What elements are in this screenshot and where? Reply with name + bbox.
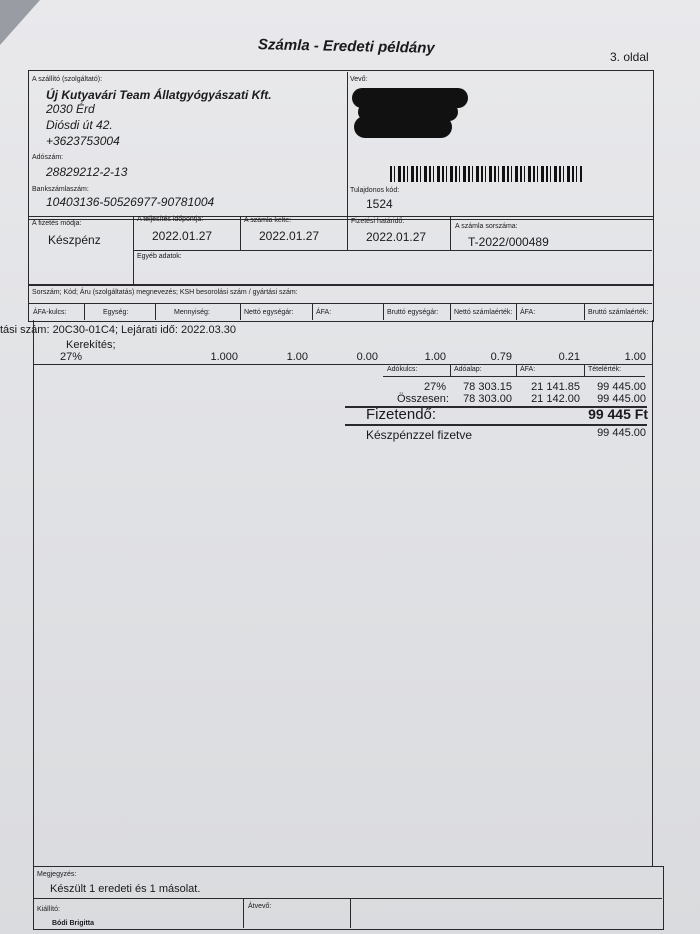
summary-col-total: Tételérték: [588,366,622,373]
issuer-label: Kiállító: [37,906,60,913]
summary-total-base: 78 303.00 [463,393,512,405]
item-net-total: 0.79 [490,351,512,363]
item-vat-total: 0.21 [558,351,580,363]
item-net-unit-price: 0.00 [356,351,378,363]
item-gross-total: 1.00 [624,351,646,363]
completion-date: 2022.01.27 [152,229,213,243]
item-name: Kerekítés; [66,339,116,351]
due-date: 2022.01.27 [366,230,427,244]
invoice-serial: T-2022/000489 [468,235,549,249]
summary-total-vat: 21 142.00 [531,393,580,405]
summary-col-vat: ÁFA: [520,366,536,373]
items-header-description: Sorszám; Kód; Áru (szolgáltatás) megnevezés; KSH besorolási szám / gyártási szám: [32,289,298,296]
col-vat-rate: ÁFA-kulcs: [33,309,67,316]
tax-label: Adószám: [32,154,64,161]
redacted-buyer-city [354,116,452,138]
col-quantity: Mennyiség: [174,309,210,316]
owner-code: 1524 [366,197,393,211]
supplier-city: 2030 Érd [46,102,95,116]
item-unit: 1.000 [210,351,238,363]
payment-method: Készpénz [48,233,101,247]
supplier-name: Új Kutyavári Team Állatgyógyászati Kft. [46,88,272,102]
summary-vat: 21 141.85 [531,381,580,393]
supplier-label: A szállító (szolgáltató): [32,76,103,83]
item-batch-line: tási szám: 20C30-01C4; Lejárati idő: 2022.03.30 [0,324,237,336]
other-data-label: Egyéb adatok: [137,253,182,260]
cash-paid-amount: 99 445.00 [597,427,646,439]
cash-paid-label: Készpénzzel fizetve [366,428,473,442]
supplier-phone: +3623753004 [46,134,120,148]
summary-total-label: Összesen: [397,393,449,405]
completion-label: A teljesítés időpontja: [137,216,204,223]
issue-label: A számla kelte: [244,217,292,224]
col-net-total: Nettó számlaérték: [454,309,513,316]
issue-date: 2022.01.27 [259,229,320,243]
col-unit: Egység: [103,309,129,316]
summary-col-rate: Adókulcs: [387,366,418,373]
payable-amount: 99 445 Ft [588,406,648,422]
serial-label: A számla sorszáma: [455,223,518,230]
item-quantity: 1.00 [286,351,308,363]
page-number: 3. oldal [610,50,649,64]
summary-item-total: 99 445.00 [597,381,646,393]
barcode [390,166,582,182]
tax-number: 28829212-2-13 [46,165,128,179]
receiver-label: Átvevő: [248,903,272,910]
page-title: Számla - Eredeti példány [257,36,435,57]
col-gross-total: Bruttó számlaérték: [588,309,649,316]
bank-label: Bankszámlaszám: [32,186,89,193]
col-gross-unit-price: Bruttó egységár: [387,309,439,316]
supplier-street: Diósdi út 42. [46,118,113,132]
meta-box [28,216,654,286]
summary-total-gross: 99 445.00 [597,393,646,405]
item-vat-rate: 27% [60,351,83,363]
col-vat: ÁFA: [316,309,332,316]
bank-account: 10403136-50526977-90781004 [46,195,215,209]
summary-col-base: Adóalap: [454,366,482,373]
note-text: Készült 1 eredeti és 1 másolat. [50,883,201,895]
summary-rate: 27% [423,381,446,393]
payment-method-label: A fizetés módja: [32,220,82,227]
issuer-name: Bódi Brigitta [52,920,94,927]
buyer-label: Vevő: [350,76,368,83]
summary-base: 78 303.15 [463,381,512,393]
item-gross-unit-price: 1.00 [424,351,446,363]
col-vat-total: ÁFA: [520,309,536,316]
owner-code-label: Tulajdonos kód: [350,187,400,194]
due-label: Fizetési határidő: [351,218,405,225]
note-label: Megjegyzés: [37,871,77,878]
col-net-unit-price: Nettó egységár: [244,309,294,316]
payable-label: Fizetendő: [366,406,437,423]
